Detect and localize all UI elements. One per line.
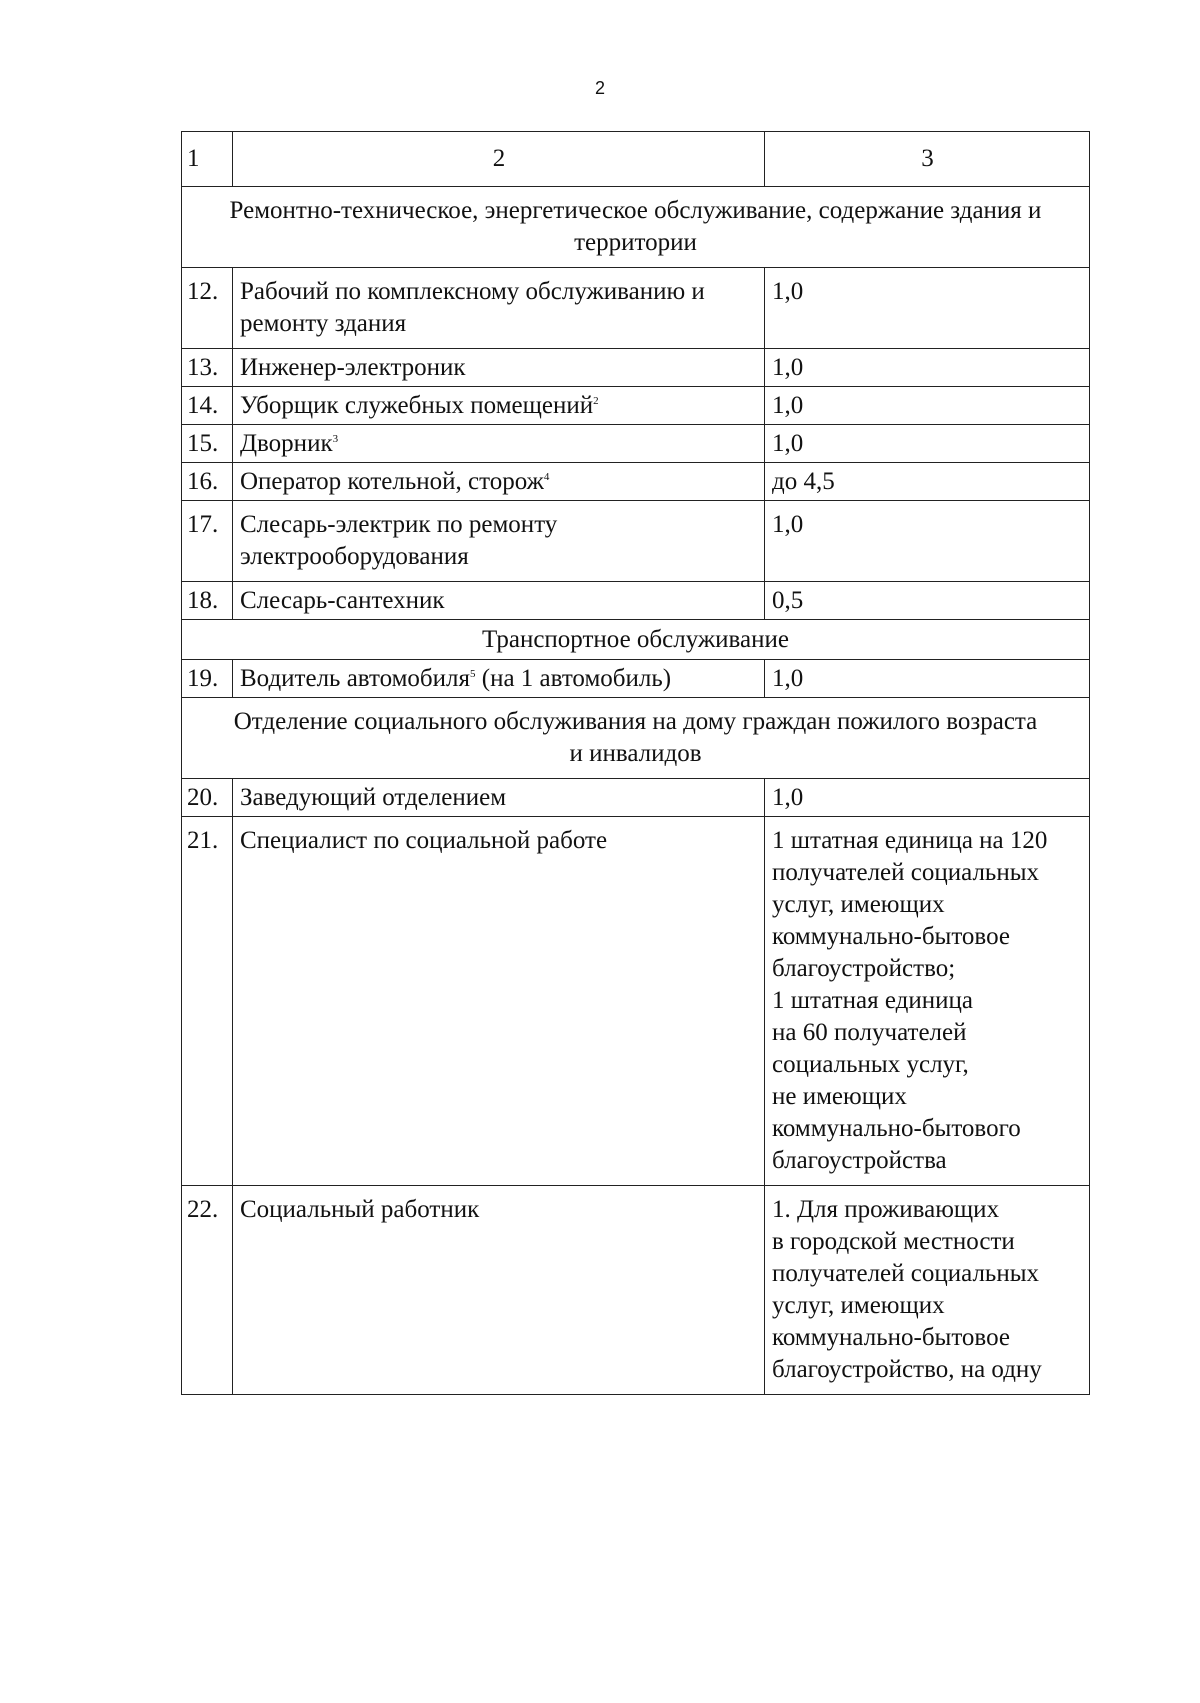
section-row xyxy=(182,620,1090,660)
position-name xyxy=(233,463,765,501)
norm-line: услуг, имеющих xyxy=(772,1292,945,1319)
staff-norm: 1,0 xyxy=(765,425,1090,463)
table-row xyxy=(182,779,1090,817)
position-name xyxy=(233,425,765,463)
position-name-suffix: (на 1 автомобиль) xyxy=(475,664,672,692)
section-title-maintenance: Ремонтно-техническое, энергетическое обслуживание, содержание здания и территории xyxy=(182,187,1090,268)
norm-line: коммунально-бытового xyxy=(772,1115,1021,1142)
position-name-text: Дворник xyxy=(240,429,333,457)
table-row xyxy=(182,463,1090,501)
norm-line: благоустройство, на одну xyxy=(772,1356,1042,1383)
position-name: Заведующий отделением xyxy=(233,779,765,817)
norm-line: социальных услуг, xyxy=(772,1051,969,1078)
table-row xyxy=(182,817,1090,1186)
page-number: 2 xyxy=(594,78,605,98)
position-name: Слесарь-электрик по ремонту электрооборудования xyxy=(233,501,765,582)
position-name: Рабочий по комплексному обслуживанию и ремонту здания xyxy=(233,268,765,349)
row-number: 21. xyxy=(182,817,233,1186)
norm-line: на 60 получателей xyxy=(772,1019,967,1046)
table-row xyxy=(182,501,1090,582)
table-header-row xyxy=(182,132,1090,187)
row-number: 22. xyxy=(182,1186,233,1395)
position-name xyxy=(233,660,765,698)
table-row xyxy=(182,349,1090,387)
row-number: 19. xyxy=(182,660,233,698)
table-row xyxy=(182,582,1090,620)
staffing-table xyxy=(181,131,1090,1395)
section-row xyxy=(182,698,1090,779)
norm-line: получателей социальных xyxy=(772,1260,1039,1287)
staff-norm: 1,0 xyxy=(765,779,1090,817)
table-row xyxy=(182,660,1090,698)
norm-line: 1 штатная единица xyxy=(772,987,973,1014)
norm-line: получателей социальных xyxy=(772,859,1039,886)
position-name xyxy=(233,387,765,425)
header-col-3: 3 xyxy=(765,132,1090,187)
norm-line: 1. Для проживающих xyxy=(772,1196,1000,1223)
footnote-mark: 2 xyxy=(593,394,599,407)
section-row xyxy=(182,187,1090,268)
footnote-mark: 4 xyxy=(543,470,550,483)
position-name: Слесарь-сантехник xyxy=(233,582,765,620)
norm-line: коммунально-бытовое xyxy=(772,1324,1010,1351)
table-row xyxy=(182,425,1090,463)
staff-norm: до 4,5 xyxy=(765,463,1090,501)
staff-norm: 0,5 xyxy=(765,582,1090,620)
row-number: 17. xyxy=(182,501,233,582)
table-row xyxy=(182,1186,1090,1395)
position-name: Инженер-электроник xyxy=(233,349,765,387)
row-number: 12. xyxy=(182,268,233,349)
header-col-1: 1 xyxy=(182,132,233,187)
staff-norm: 1,0 xyxy=(765,387,1090,425)
row-number: 14. xyxy=(182,387,233,425)
norm-line: не имеющих xyxy=(772,1083,907,1110)
section-title-home-care: Отделение социального обслуживания на дому граждан пожилого возраста и инвалидов xyxy=(182,698,1090,779)
row-number: 16. xyxy=(182,463,233,501)
position-name-text: Оператор котельной, сторож xyxy=(240,467,544,495)
staff-norm: 1,0 xyxy=(765,349,1090,387)
row-number: 15. xyxy=(182,425,233,463)
staff-norm xyxy=(765,1186,1090,1395)
header-col-2: 2 xyxy=(233,132,765,187)
position-name: Специалист по социальной работе xyxy=(233,817,765,1186)
position-name: Социальный работник xyxy=(233,1186,765,1395)
table-row xyxy=(182,387,1090,425)
norm-line: в городской местности xyxy=(772,1228,1015,1255)
row-number: 20. xyxy=(182,779,233,817)
norm-line: благоустройства xyxy=(772,1147,947,1174)
footnote-mark: 3 xyxy=(332,432,339,445)
norm-line: услуг, имеющих xyxy=(772,891,945,918)
staff-norm xyxy=(765,817,1090,1186)
position-name-text: Водитель автомобиля xyxy=(240,664,470,692)
staff-norm: 1,0 xyxy=(765,660,1090,698)
table-row xyxy=(182,268,1090,349)
staff-norm: 1,0 xyxy=(765,501,1090,582)
section-title-transport: Транспортное обслуживание xyxy=(182,620,1090,660)
norm-line: 1 штатная единица на 120 xyxy=(772,827,1048,854)
staff-norm: 1,0 xyxy=(765,268,1090,349)
row-number: 13. xyxy=(182,349,233,387)
position-name-text: Уборщик служебных помещений xyxy=(240,391,594,419)
footnote-mark: 5 xyxy=(470,667,476,680)
row-number: 18. xyxy=(182,582,233,620)
norm-line: коммунально-бытовое xyxy=(772,923,1010,950)
norm-line: благоустройство; xyxy=(772,955,956,982)
